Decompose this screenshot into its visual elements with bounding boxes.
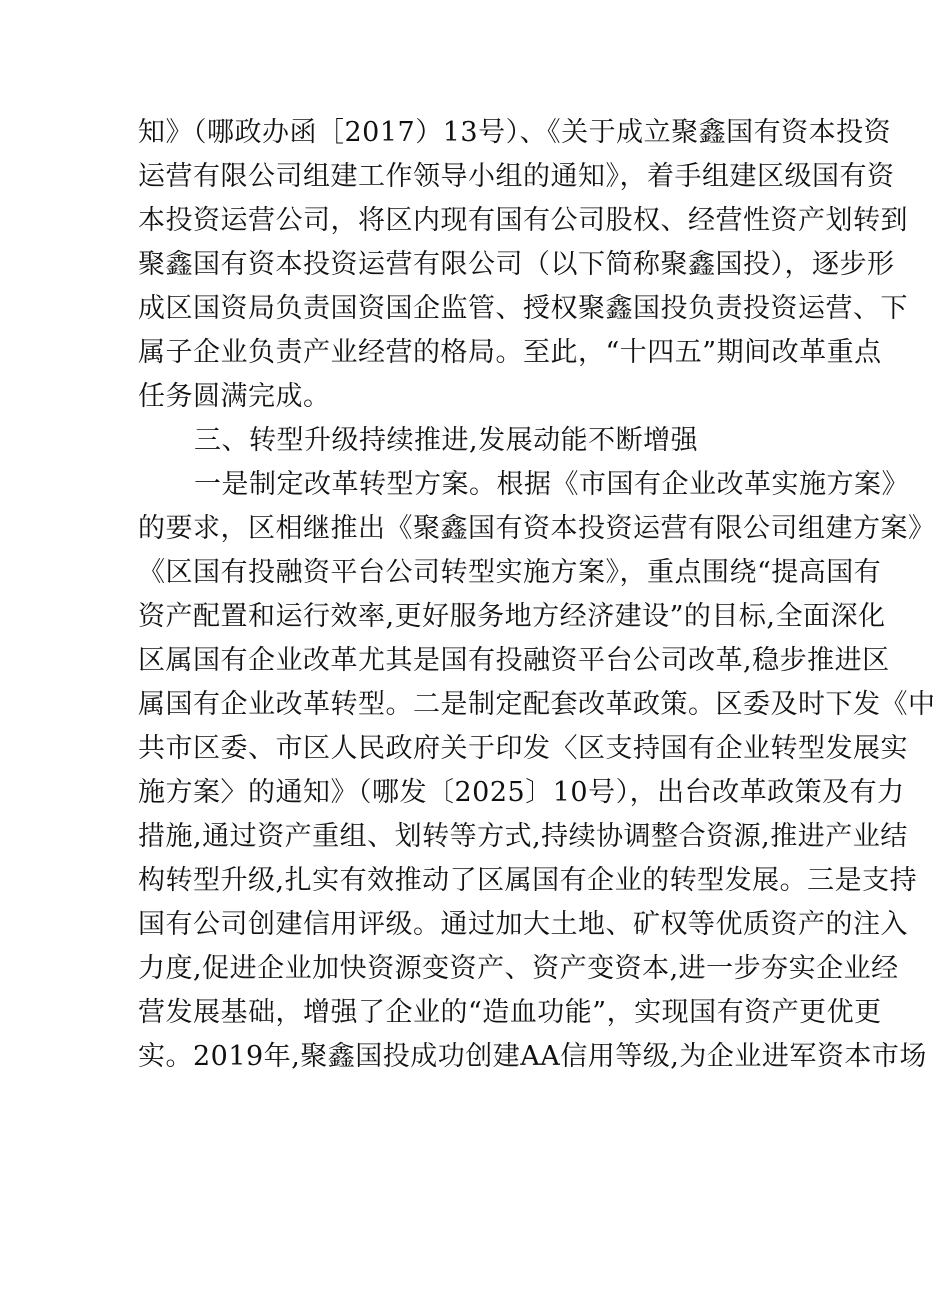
text-line: 施方案〉的通知》（哪发〔2025〕10号），出台改革政策及有力 xyxy=(138,777,905,808)
text-line: 属子企业负责产业经营的格局。至此，“十四五”期间改革重点 xyxy=(138,337,882,368)
text-line: 本投资运营公司，将区内现有国有公司股权、经营性资产划转到 xyxy=(138,205,908,236)
document-body xyxy=(138,111,936,1079)
paragraph-continuation xyxy=(138,111,908,419)
text-line: 营发展基础，增强了企业的“造血功能”，实现国有资产更优更 xyxy=(138,997,882,1028)
text-line: 国有公司创建信用评级。通过加大土地、矿权等优质资产的注入 xyxy=(138,909,908,940)
text-line: 知》（哪政办函［2017）13号）、《关于成立聚鑫国有资本投资 xyxy=(138,117,892,148)
text-line: 的要求，区相继推出《聚鑫国有资本投资运营有限公司组建方案》 xyxy=(138,513,936,544)
text-line: 一是制定改革转型方案。根据《市国有企业改革实施方案》 xyxy=(194,469,909,500)
text-line: 措施,通过资产重组、划转等方式,持续协调整合资源,推进产业结 xyxy=(138,821,908,852)
text-line: 《区国有投融资平台公司转型实施方案》，重点围绕“提高国有 xyxy=(138,557,882,588)
text-line: 实。2019年,聚鑫国投成功创建AA信用等级,为企业进军资本市场 xyxy=(138,1041,927,1072)
text-line: 力度,促进企业加快资源变资产、资产变资本,进一步夯实企业经 xyxy=(138,953,899,984)
text-line: 聚鑫国有资本投资运营有限公司（以下简称聚鑫国投），逐步形 xyxy=(138,249,895,280)
paragraph-reform-transformation xyxy=(138,463,936,1079)
text-line: 资产配置和运行效率,更好服务地方经济建设”的目标,全面深化 xyxy=(138,601,886,632)
text-line: 属国有企业改革转型。二是制定配套改革政策。区委及时下发《中 xyxy=(138,689,936,720)
text-line: 运营有限公司组建工作领导小组的通知》，着手组建区级国有资 xyxy=(138,161,895,192)
text-line: 成区国资局负责国资国企监管、授权聚鑫国投负责投资运营、下 xyxy=(138,293,908,324)
text-line: 任务圆满完成。 xyxy=(138,381,331,412)
section-heading: 三、转型升级持续推进,发展动能不断增强 xyxy=(194,425,699,456)
text-line: 共市区委、市区人民政府关于印发〈区支持国有企业转型发展实 xyxy=(138,733,908,764)
text-line: 区属国有企业改革尤其是国有投融资平台公司改革,稳步推进区 xyxy=(138,645,890,676)
text-line: 构转型升级,扎实有效推动了区属国有企业的转型发展。三是支持 xyxy=(138,865,918,896)
